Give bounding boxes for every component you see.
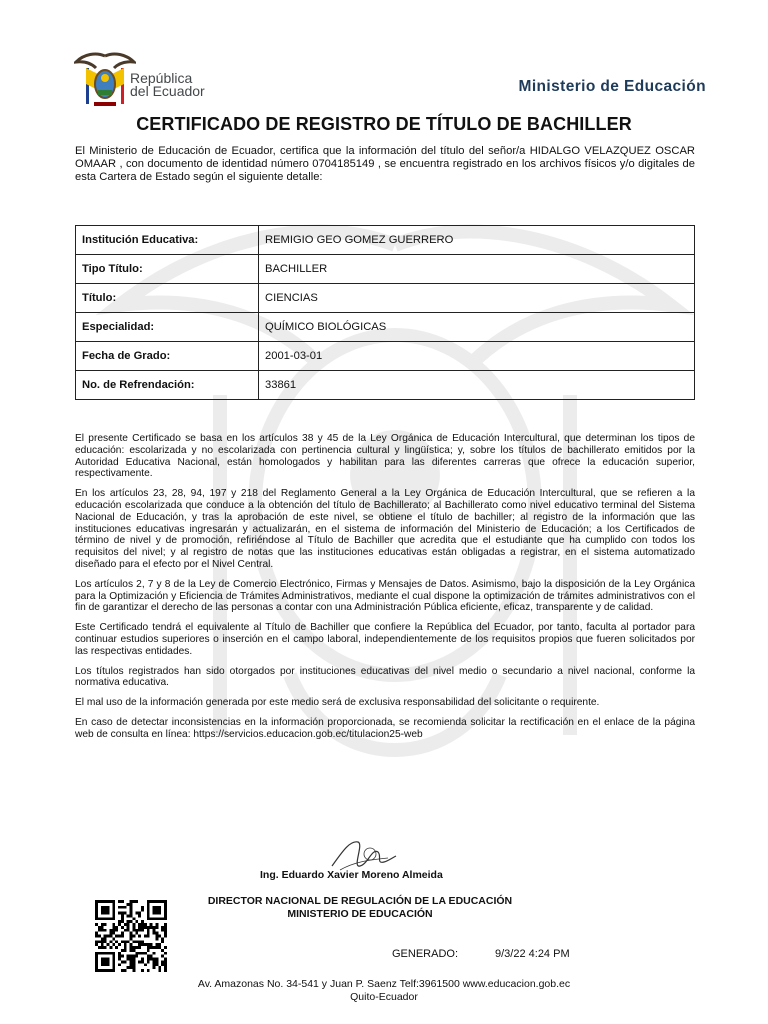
detail-label: Especialidad: xyxy=(76,313,259,342)
table-row xyxy=(76,226,695,255)
legal-paragraph: Este Certificado tendrá el equivalente al Título de Bachiller que confiere la República del Ecuador, por tanto, faculta al portador para continuar estudios superiores o inserción en el campo laboral, independientemente de los requisitos propios que fueren solicitados por las respectivas entidades. xyxy=(75,622,695,657)
legal-paragraph: En caso de detectar inconsistencias en la información proporcionada, se recomienda solicitar la rectificación en el enlace de la página web de consulta en línea: https://servicios.educacion.gob.ec/titulacion25-web xyxy=(75,716,695,740)
detail-label: Título: xyxy=(76,284,259,313)
certificate-details-table xyxy=(75,225,695,400)
detail-value: CIENCIAS xyxy=(259,284,695,313)
table-row xyxy=(76,342,695,371)
certificate-title: CERTIFICADO DE REGISTRO DE TÍTULO DE BACHILLER xyxy=(136,114,632,134)
legal-text xyxy=(75,433,695,749)
legal-paragraph: El presente Certificado se basa en los artículos 38 y 45 de la Ley Orgánica de Educación Intercultural, que determinan los tipos de educación: escolarizada y no escolarizada con pertinencia cultural y lingüística; y, sobre los títulos de bachillerato emitidos por la Autoridad Educativa Nacional, están homologados y habilitan para las diferentes carreras que ofrece la educación superior, respectivamente. xyxy=(75,433,695,480)
table-row xyxy=(76,284,695,313)
qr-code-icon xyxy=(95,900,167,972)
signer-position: DIRECTOR NACIONAL DE REGULACIÓN DE LA EDUCACIÓN MINISTERIO DE EDUCACIÓN xyxy=(207,895,513,920)
detail-label: Tipo Título: xyxy=(76,255,259,284)
coat-of-arms-icon xyxy=(74,50,136,112)
detail-value: BACHILLER xyxy=(259,255,695,284)
detail-value: QUÍMICO BIOLÓGICAS xyxy=(259,313,695,342)
legal-paragraph: Los artículos 2, 7 y 8 de la Ley de Comercio Electrónico, Firmas y Mensajes de Datos. Asimismo, bajo la disposición de la Ley Orgánica para la Optimización y Eficiencia de Trámites Administrativos, mediante el cual dispone la optimización de trámites administrativos con el fin de garantizar el derecho de las personas a contar con una Administración Pública eficiente, eficaz, transparente y de calidad. xyxy=(75,578,695,614)
table-row xyxy=(76,313,695,342)
generated-value: 9/3/22 4:24 PM xyxy=(495,948,570,960)
table-row xyxy=(76,371,695,400)
detail-label: No. de Refrendación: xyxy=(76,371,259,400)
legal-paragraph: Los títulos registrados han sido otorgados por instituciones educativas del nivel medio o secundario a nivel nacional, conforme la normativa educativa. xyxy=(75,665,695,689)
document-header xyxy=(74,50,710,112)
republica-del-ecuador-logo-text: República del Ecuador xyxy=(130,70,205,99)
detail-value: 33861 xyxy=(259,371,695,400)
signer-name: Ing. Eduardo Xavier Moreno Almeida xyxy=(260,869,443,881)
generated-label: GENERADO: xyxy=(392,948,459,960)
legal-paragraph: El mal uso de la información generada por este medio será de exclusiva responsabilidad del solicitante o requirente. xyxy=(75,697,600,709)
intro-paragraph: El Ministerio de Educación de Ecuador, certifica que la información del título del señor/a HIDALGO VELAZQUEZ OSCAR OMAAR , con documento de identidad número 0704185149 , se encuentra registrado en los archivos físicos y/o digitales de esta Cartera de Estado según el siguiente detalle: xyxy=(75,145,695,183)
legal-paragraph: En los artículos 23, 28, 94, 197 y 218 del Reglamento General a la Ley Orgánica de Educación Intercultural, que se refieren a la educación escolarizada que conduce a la obtención del título de Bachillerato; al Bachillerato como nivel educativo terminal del Sistema Nacional de Educación, y tras la aprobación de este nivel, se obtiene el título de bachiller; al registro de la información que las instituciones educativas ingresarán y actualizarán, en el sistema de información del Ministerio de Educación; a los Certificados de término de nivel y de promoción, refiriéndose al Título de Bachiller que acredita que el estudiante que ha cumplido con todos los requisitos del nivel; y al registro de notas que las instituciones educativas están obligadas a registrar, en el sistema automatizado diseñado para el efecto por el Nivel Central. xyxy=(75,488,695,570)
detail-value: REMIGIO GEO GOMEZ GUERRERO xyxy=(259,226,695,255)
detail-label: Institución Educativa: xyxy=(76,226,259,255)
table-row xyxy=(76,255,695,284)
footer-address: Av. Amazonas No. 34-541 y Juan P. Saenz Telf:3961500 www.educacion.gob.ec Quito-Ecuador xyxy=(197,978,571,1003)
detail-label: Fecha de Grado: xyxy=(76,342,259,371)
ministerio-de-educacion-logo-text: Ministerio de Educación xyxy=(518,78,706,95)
detail-value: 2001-03-01 xyxy=(259,342,695,371)
